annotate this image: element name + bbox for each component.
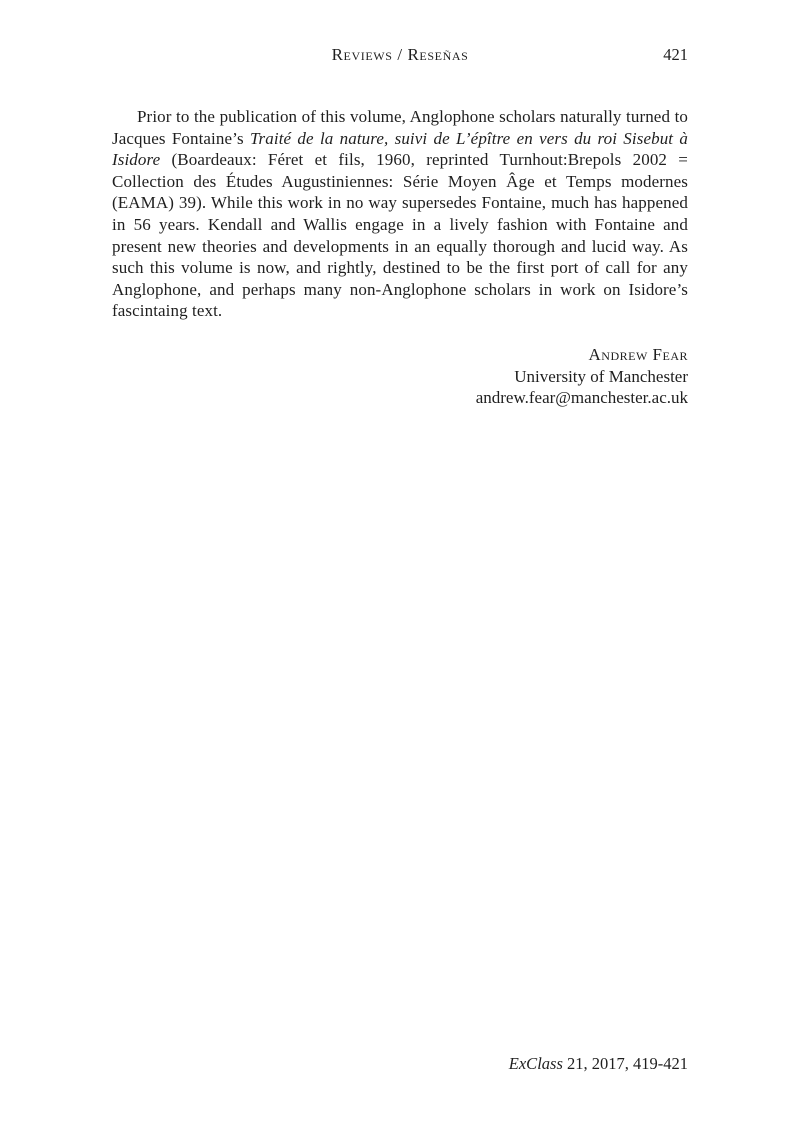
running-head [112,45,688,65]
reviewer-affiliation: University of Manchester [514,366,688,386]
signature-block [476,344,688,409]
footer-citation: ExClass 21, 2017, 419-421 [508,1054,688,1073]
page-number: 421 [663,45,688,64]
reviewer-email: andrew.fear@manchester.ac.uk [475,388,688,408]
review-paragraph: Prior to the publication of this volume, Anglophone scholars naturally turned to Jacques Fontaine’s Traité de la nature, suivi de L’épître en vers du roi Sisebut à Isidore (Boardeaux: Féret et fils, 1960, reprinted Turnhout:Brepols 2002 = Collection des Études Augustiniennes: Série Moyen Âge et Temps modernes (EAMA) 39). While this work in no way supersedes Fontaine, much has happened in 56 years. Kendall and Wallis engage in a lively fashion with Fontaine and present new theories and developments in an equally thorough and lucid way. As such this volume is now, and rightly, destined to be the first port of call for any Anglophone, and perhaps many non-Anglophone scholars in work on Isidore’s fascintaing text. [112,107,688,321]
running-head-title: Reviews / Reseñas [331,45,469,64]
reviewer-name: Andrew Fear [588,345,688,364]
